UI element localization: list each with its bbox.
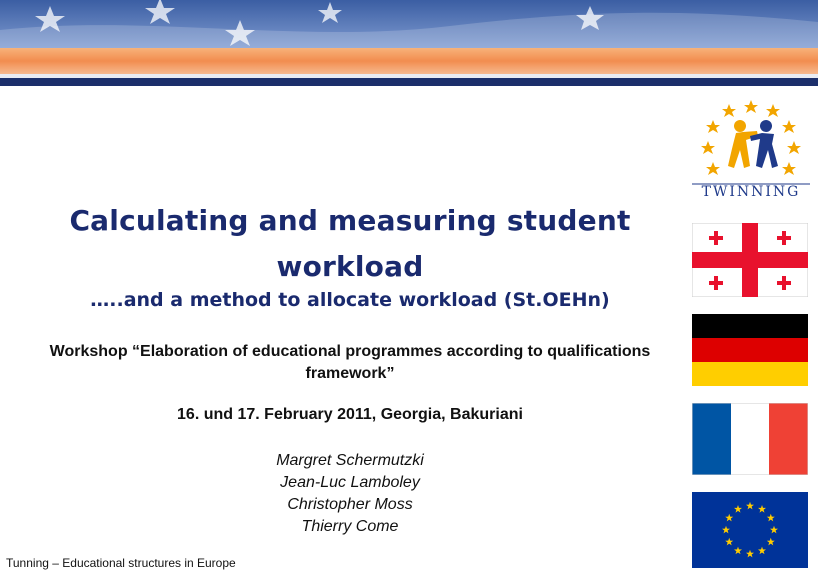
title-line-1: Calculating and measuring student xyxy=(69,204,631,237)
georgia-flag-icon xyxy=(692,223,808,297)
twinning-logo-text: TWINNING xyxy=(701,184,801,200)
twinning-logo-icon xyxy=(688,96,814,202)
france-flag-icon xyxy=(692,403,808,475)
author-name: Jean-Luc Lamboley xyxy=(280,474,420,491)
title-line-2: workload xyxy=(276,250,424,283)
workshop-line-1: Workshop “Elaboration of educational programmes according to qualifications xyxy=(49,343,651,360)
footer-text: Tunning – Educational structures in Europe xyxy=(6,556,236,570)
top-banner xyxy=(0,0,818,86)
eu-flag-icon xyxy=(692,492,808,568)
author-name: Thierry Come xyxy=(301,518,399,535)
germany-flag-icon xyxy=(692,314,808,386)
eu-stars-banner-icon xyxy=(0,0,818,86)
author-name: Margret Schermutzki xyxy=(276,452,424,469)
presentation-title xyxy=(20,198,680,290)
workshop-line-2: framework” xyxy=(305,365,395,382)
workshop-title xyxy=(0,341,700,385)
author-list xyxy=(0,450,700,538)
author-name: Christopher Moss xyxy=(287,496,413,513)
presentation-subtitle: …..and a method to allocate workload (St.OEHn) xyxy=(90,289,610,311)
event-date: 16. und 17. February 2011, Georgia, Bakuriani xyxy=(177,406,523,423)
